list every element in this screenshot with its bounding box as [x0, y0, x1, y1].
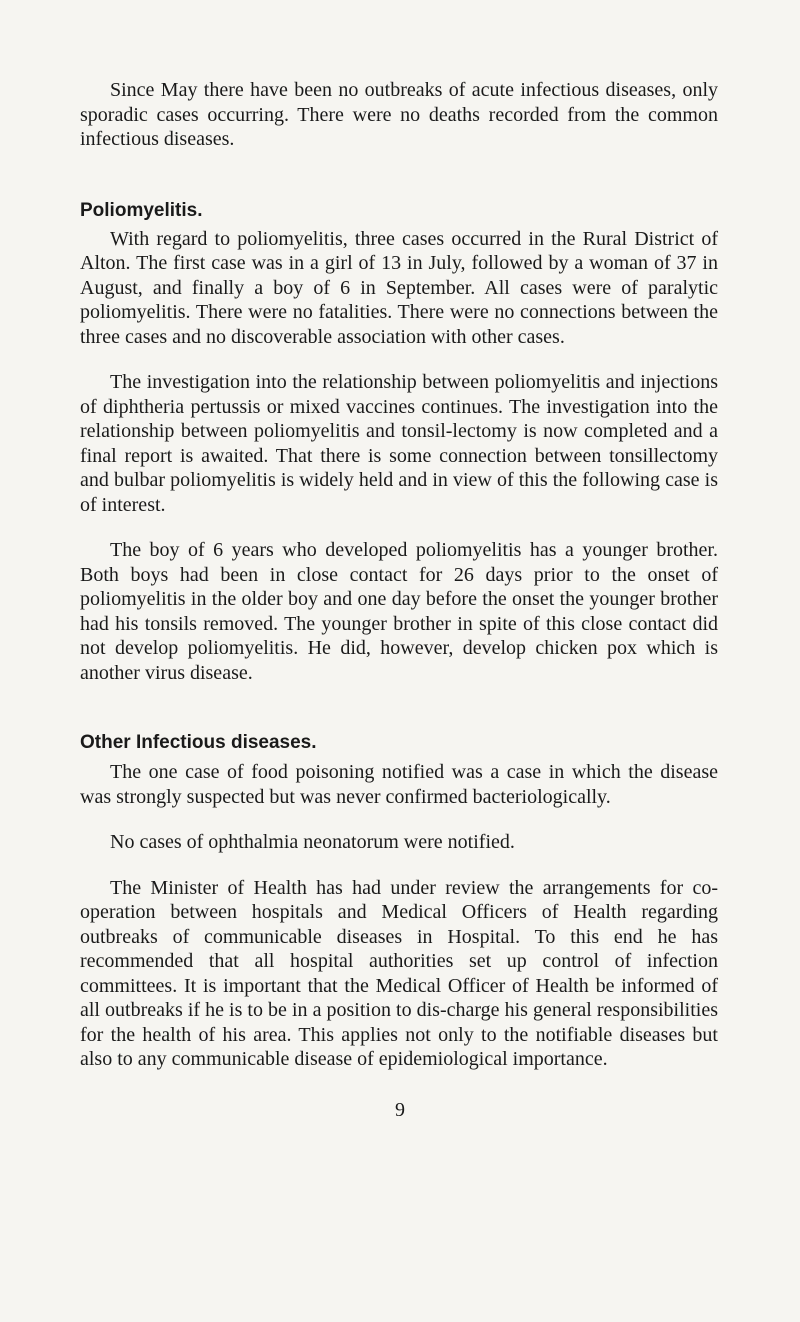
poliomyelitis-paragraph-2: The investigation into the relationship between poliomyelitis and injections of diphtheria pertussis or mixed vaccines continues. The investigation into the relationship between poliomyelitis and tonsil-lectomy is now completed and a final report is awaited. That there is some connection between tonsillectomy and bulbar poliomyelitis is widely held and in view of this the following case is of interest.	[80, 371, 718, 516]
other-diseases-paragraph-2: No cases of ophthalmia neonatorum were notified.	[110, 831, 515, 853]
document-page	[80, 78, 718, 1072]
page-number: 9	[395, 1099, 405, 1121]
other-diseases-paragraph-3: The Minister of Health has had under review the arrangements for co-operation between hospitals and Medical Officers of Health regarding outbreaks of communicable diseases in Hospital. To this end he has recommended that all hospital authorities set up control of infection committees. It is important that the Medical Officer of Health be informed of all outbreaks if he is to be in a position to dis-charge his general responsibilities for the health of his area. This applies not only to the notifiable diseases but also to any communicable disease of epidemiological importance.	[80, 876, 718, 1070]
section-heading-other-infectious-diseases: Other Infectious diseases.	[80, 732, 317, 753]
poliomyelitis-paragraph-3: The boy of 6 years who developed poliomyelitis has a younger brother. Both boys had been in close contact for 26 days prior to the onset of poliomyelitis in the older boy and one day before the onset the younger brother had his tonsils removed. The younger brother in spite of this close contact did not develop poliomyelitis. He did, however, develop chicken pox which is another virus disease.	[80, 539, 718, 684]
other-diseases-paragraph-1: The one case of food poisoning notified was a case in which the disease was strongly suspected but was never confirmed bacteriologically.	[80, 761, 718, 808]
poliomyelitis-paragraph-1: With regard to poliomyelitis, three cases occurred in the Rural District of Alton. The first case was in a girl of 13 in July, followed by a woman of 37 in August, and finally a boy of 6 in September. All cases were of paralytic poliomyelitis. There were no fatalities. There were no connections between the three cases and no discoverable association with other cases.	[80, 227, 718, 348]
intro-paragraph: Since May there have been no outbreaks of acute infectious diseases, only sporadic cases occurring. There were no deaths recorded from the common infectious diseases.	[80, 79, 718, 150]
section-heading-poliomyelitis: Poliomyelitis.	[80, 199, 203, 221]
